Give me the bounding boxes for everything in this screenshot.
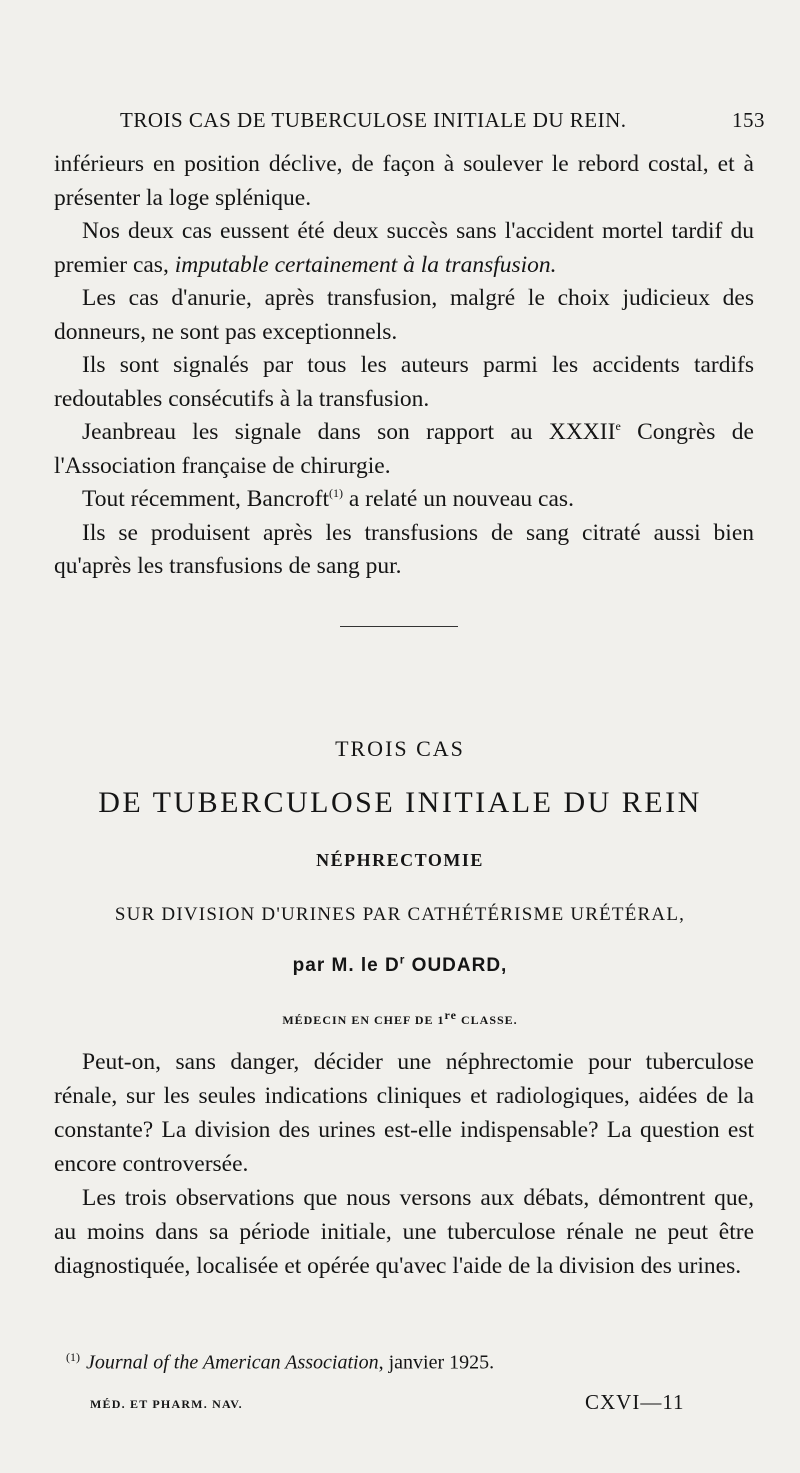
author-role xyxy=(0,1008,800,1028)
previous-article-text xyxy=(54,148,754,584)
footnote-ref: (1) xyxy=(328,486,343,501)
role-text: CLASSE. xyxy=(460,1013,518,1027)
paragraph: inférieurs en position déclive, de façon à soulever le rebord costal, et à présenter la loge splénique. xyxy=(54,151,754,211)
footnote xyxy=(66,1350,666,1375)
section-divider xyxy=(340,626,458,627)
article-subtitle-2: SUR DIVISION D'URINES PAR CATHÉTÉRISME URÉTÉRAL, xyxy=(114,904,686,925)
author-prefix: par M. le D xyxy=(292,955,400,976)
running-head-title: TROIS CAS DE TUBERCULOSE INITIALE DU REIN. xyxy=(120,108,627,132)
paragraph xyxy=(54,215,754,282)
superscript: e xyxy=(615,419,621,434)
page-number: 153 xyxy=(732,108,765,132)
running-head xyxy=(120,108,765,133)
footer-signature-left: MÉD. ET PHARM. NAV. xyxy=(90,1397,243,1411)
text-run: Jeanbreau les signale dans son rapport au XXXII xyxy=(82,419,616,445)
footer-signature-right: CXVI—11 xyxy=(585,1390,685,1414)
article-body xyxy=(54,1045,754,1283)
author-name: OUDARD, xyxy=(411,955,508,976)
role-text: MÉDECIN EN CHEF DE 1 xyxy=(282,1013,445,1027)
paragraph: Les trois observations que nous versons aux débats, démontrent que, au moins dans sa période initiale, une tuberculose rénale ne peut être diagnostiquée, localisée et opérée qu'avec l'aide de la division des urines. xyxy=(54,1185,754,1279)
superscript: r xyxy=(399,952,406,967)
article-title-line2: DE TUBERCULOSE INITIALE DU REIN xyxy=(98,786,702,819)
author-line xyxy=(0,952,800,977)
italic-run: imputable certainement à la transfusion. xyxy=(174,251,557,278)
paragraph xyxy=(54,483,754,517)
paragraph: Les cas d'anurie, après transfusion, malgré le choix judicieux des donneurs, ne sont pas exceptionnels. xyxy=(54,285,754,345)
superscript: re xyxy=(444,1008,457,1022)
paragraph: Ils se produisent après les transfusions de sang citraté aussi bien qu'après les transfusions de sang pur. xyxy=(54,519,754,579)
footnote-rest: , janvier 1925. xyxy=(378,1351,495,1374)
text-run: a relaté un nouveau cas. xyxy=(348,486,574,512)
paragraph xyxy=(54,416,754,483)
article-subtitle: NÉPHRECTOMIE xyxy=(316,850,484,870)
footnote-journal: Journal of the American Association xyxy=(86,1351,379,1374)
text-run: Tout récemment, Bancroft xyxy=(82,486,329,512)
text-run: Congrès de l'Association française de chirurgie. xyxy=(54,419,754,479)
text-run: Nos deux cas eussent été deux succès sans l'accident mortel tardif du premier cas, xyxy=(54,218,754,278)
article-title-line1: TROIS CAS xyxy=(335,736,465,761)
paragraph: Ils sont signalés par tous les auteurs parmi les accidents tardifs redoutables consécutifs à la transfusion. xyxy=(54,352,754,412)
footnote-marker: (1) xyxy=(66,1350,80,1364)
paragraph: Peut-on, sans danger, décider une néphrectomie pour tuberculose rénale, sur les seules indications cliniques et radiologiques, aidées de la constante? La division des urines est-elle indispensable? La question est encore controversée. xyxy=(54,1049,754,1177)
